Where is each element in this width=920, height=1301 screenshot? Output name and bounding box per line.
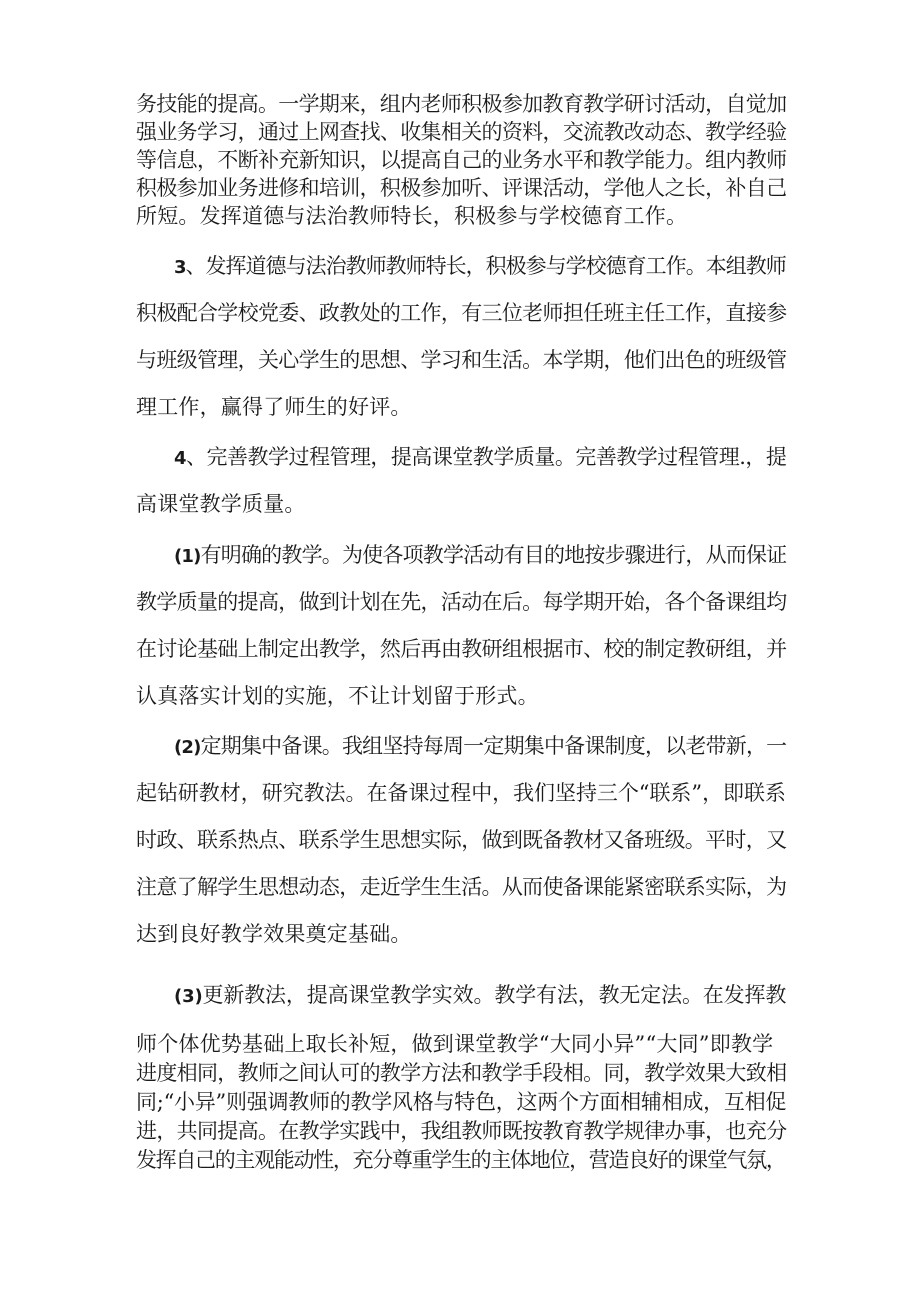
item-number: (1): [174, 546, 201, 567]
text-line: 认真落实计划的实施，不让计划留于形式。: [136, 684, 539, 708]
text-line: [174, 441, 786, 471]
text-line: 所短。发挥道德与法治教师特长，积极参与学校德育工作。: [136, 204, 688, 228]
text-line: 积极配合学校党委、政教处的工作，有三位老师担任班主任工作，直接参: [136, 301, 787, 325]
line-text: 定期集中备课。我组坚持每周一定期集中备课制度，以老带新，一: [200, 734, 787, 758]
text-line: 发挥自己的主观能动性，充分尊重学生的主体地位，营造良好的课堂气氛，: [136, 1148, 786, 1172]
text-line: 师个体优势基础上取长补短，做到课堂教学“大同小异”“大同”即教学: [136, 1032, 774, 1056]
text-line: 同;“小异”则强调教师的教学风格与特色，这两个方面相辅相成，互相促: [136, 1090, 787, 1114]
text-line: 积极参加业务进修和培训，积极参加听、评课活动，学他人之长，补自己: [136, 176, 787, 200]
text-line: 与班级管理，关心学生的思想、学习和生活。本学期，他们出色的班级管: [136, 348, 787, 372]
text-line: 时政、联系热点、联系学生思想实际，做到既备教材又备班级。平时，又: [136, 828, 787, 852]
item-number: (2): [174, 737, 201, 758]
line-text: 更新教法，提高课堂教学实效。教学有法，教无定法。在发挥教: [202, 983, 787, 1007]
text-line: 进，共同提高。在教学实践中，我组教师既按教育教学规律办事，也充分: [136, 1119, 787, 1143]
text-line: 理工作，赢得了师生的好评。: [136, 395, 412, 419]
text-line: 强业务学习，通过上网查找、收集相关的资料，交流教改动态、教学经验: [136, 120, 787, 144]
item-number: 4: [174, 448, 187, 469]
item-number: (3): [174, 986, 203, 1007]
text-line: [174, 730, 786, 760]
text-line: [174, 250, 786, 280]
line-text: 、完善教学过程管理，提高课堂教学质量。完善教学过程管理.，提: [186, 445, 787, 469]
text-line: 起钻研教材，研究教法。在备课过程中，我们坚持三个“联系”，即联系: [136, 781, 786, 805]
text-line: 达到良好教学效果奠定基础。: [136, 922, 412, 946]
text-line: [174, 539, 786, 569]
text-line: 教学质量的提高，做到计划在先，活动在后。每学期开始，各个备课组均: [136, 590, 787, 614]
text-line: 注意了解学生思想动态，走近学生生活。从而使备课能紧密联系实际，为: [136, 875, 787, 899]
text-line: 高课堂教学质量。: [136, 492, 306, 516]
line-text: 有明确的教学。为使各项教学活动有目的地按步骤进行，从而保证: [200, 543, 787, 567]
text-line: [174, 979, 786, 1009]
text-line: 在讨论基础上制定出教学，然后再由教研组根据市、校的制定教研组，并: [136, 637, 787, 661]
item-number: 3: [174, 257, 186, 278]
text-line: 务技能的提高。一学期来，组内老师积极参加教育教学研讨活动，自觉加: [136, 92, 787, 116]
text-line: 等信息，不断补充新知识，以提高自己的业务水平和教学能力。组内教师: [136, 148, 787, 172]
line-text: 、发挥道德与法治教师教师特长，积极参与学校德育工作。本组教师: [185, 254, 786, 278]
text-line: 进度相同，教师之间认可的教学方法和教学手段相。同，教学效果大致相: [136, 1061, 787, 1085]
